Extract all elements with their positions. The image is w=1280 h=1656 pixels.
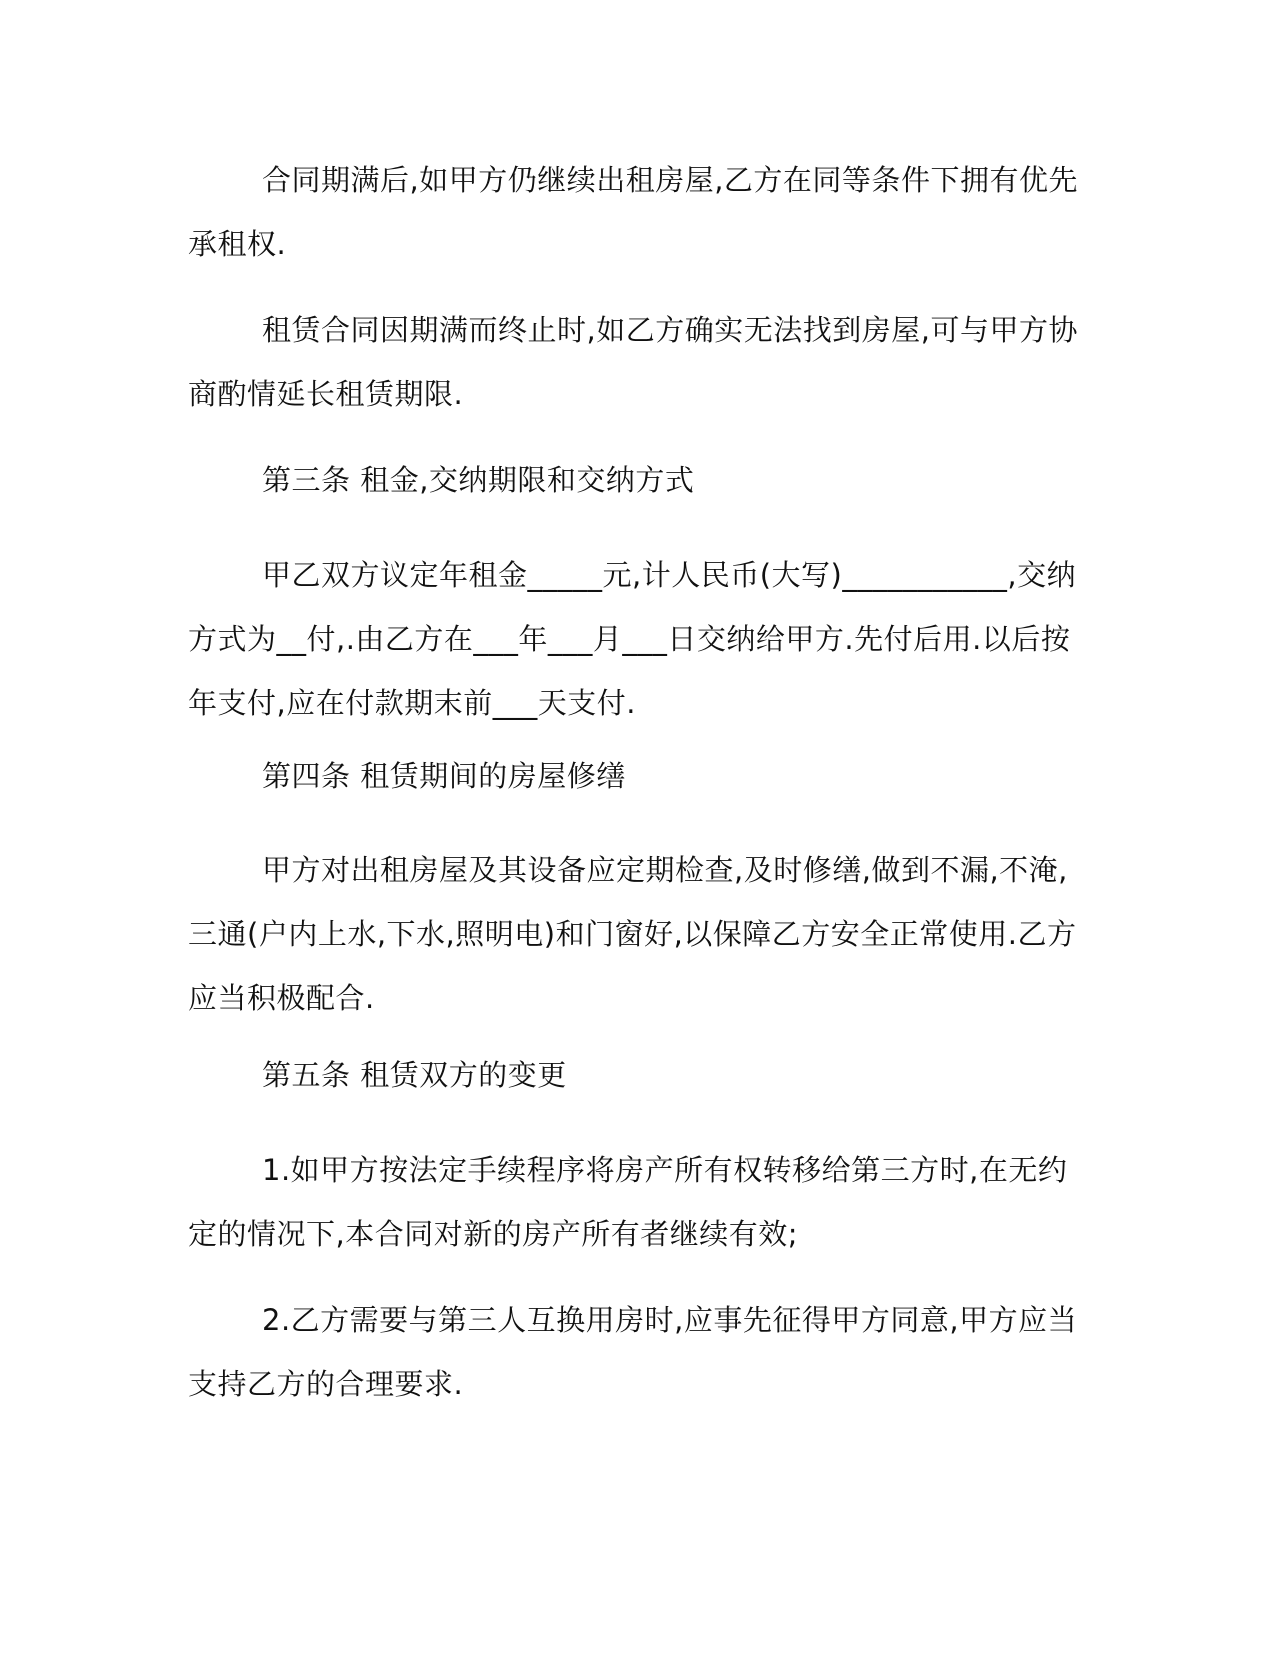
paragraph-renewal-priority: 合同期满后,如甲方仍继续出租房屋,乙方在同等条件下拥有优先承租权. (188, 163, 1078, 261)
paragraph-housing-exchange: 2.乙方需要与第三人互换用房时,应事先征得甲方同意,甲方应当支持乙方的合理要求. (188, 1303, 1078, 1401)
heading-article-5: 第五条 租赁双方的变更 (262, 1058, 567, 1092)
heading-article-4: 第四条 租赁期间的房屋修缮 (262, 759, 626, 793)
heading-article-3: 第三条 租金,交纳期限和交纳方式 (262, 463, 695, 497)
paragraph-rent-terms: 甲乙双方议定年租金_____元,计人民币(大写)___________,交纳方式为__付,.由乙方在___年___月___日交纳给甲方.先付后用.以后按年支付,应在付款期末前___天支付. (188, 558, 1077, 720)
paragraph-ownership-transfer: 1.如甲方按法定手续程序将房产所有权转移给第三方时,在无约定的情况下,本合同对新的房产所有者继续有效; (188, 1153, 1068, 1251)
paragraph-repairs: 甲方对出租房屋及其设备应定期检查,及时修缮,做到不漏,不淹,三通(户内上水,下水,照明电)和门窗好,以保障乙方安全正常使用.乙方应当积极配合. (188, 853, 1077, 1015)
paragraph-lease-extension: 租赁合同因期满而终止时,如乙方确实无法找到房屋,可与甲方协商酌情延长租赁期限. (188, 313, 1078, 411)
